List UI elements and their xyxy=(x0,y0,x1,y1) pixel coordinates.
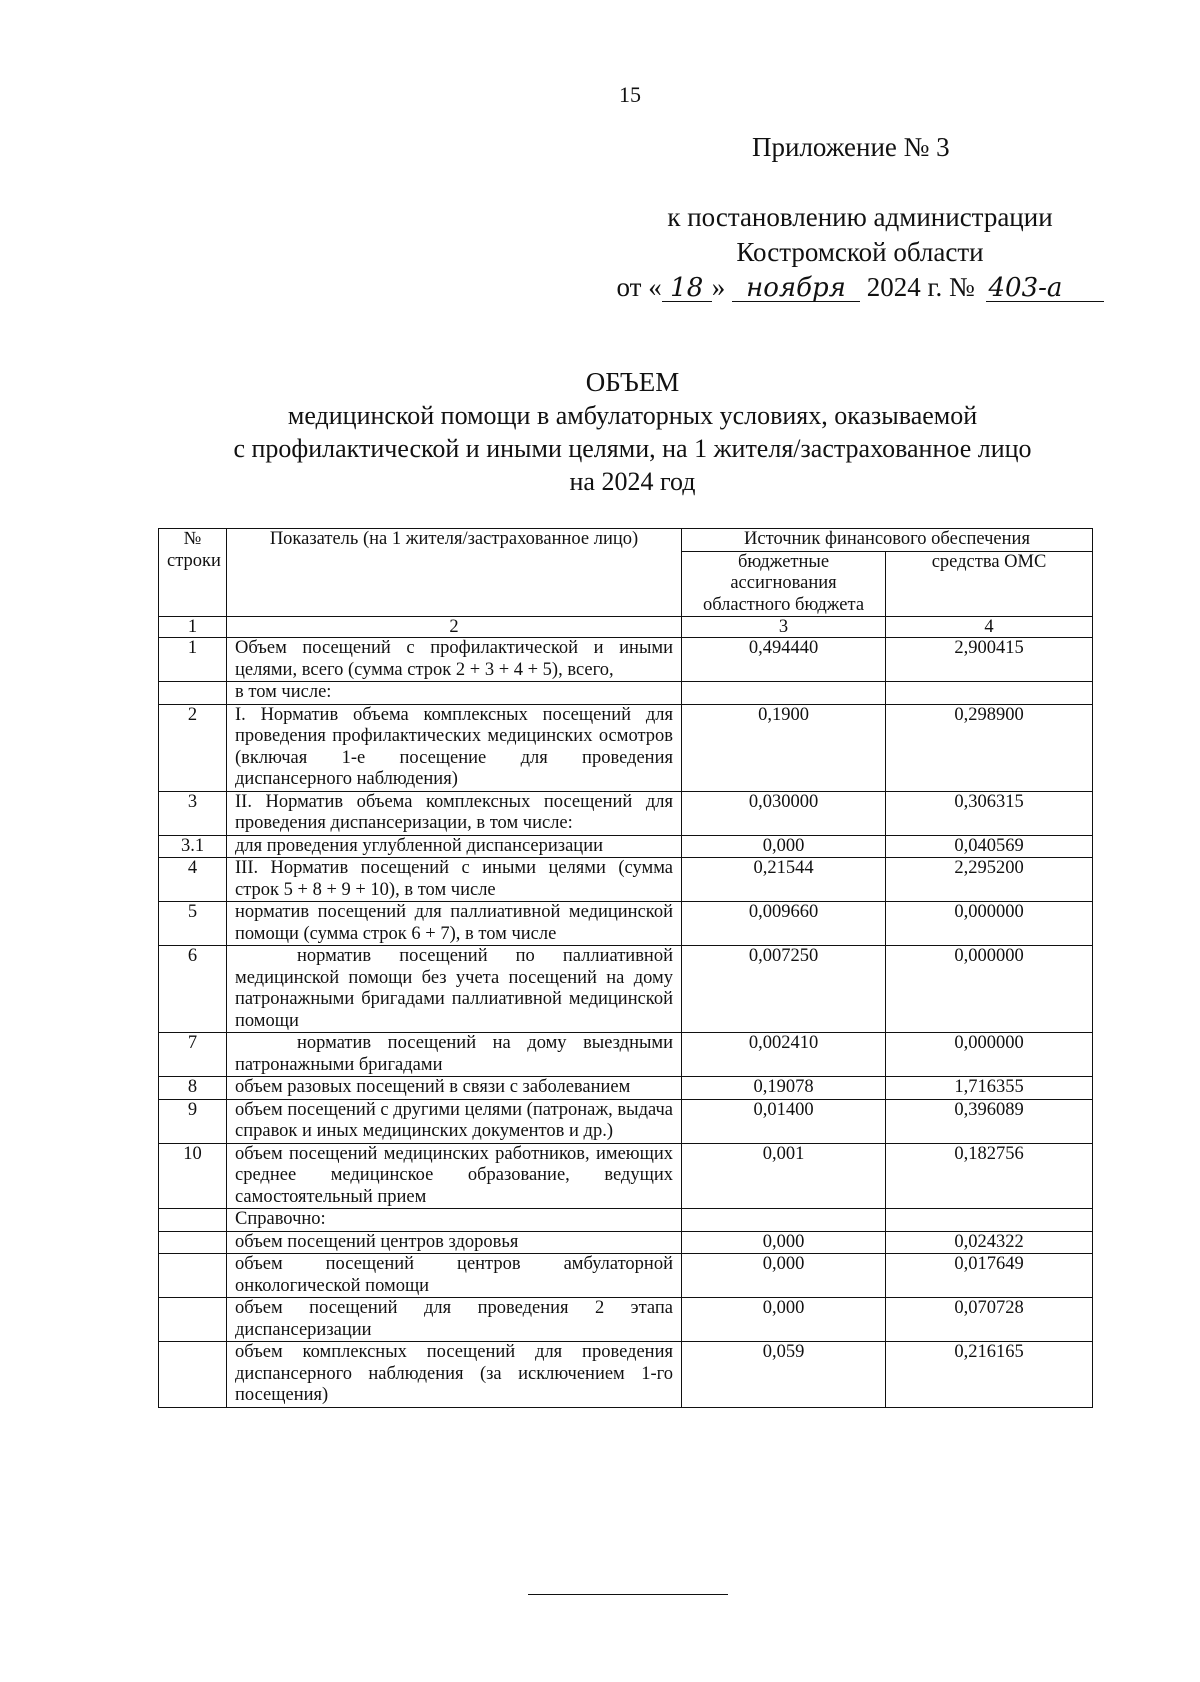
indicator-cell: норматив посещений для паллиативной медицинской помощи (сумма строк 6 + 7), в том числе xyxy=(227,902,682,946)
table-row xyxy=(159,704,1093,791)
oms-value-cell: 0,070728 xyxy=(886,1298,1093,1342)
table-row xyxy=(159,1342,1093,1408)
table-row xyxy=(159,1099,1093,1143)
budget-value-cell: 0,007250 xyxy=(682,946,886,1033)
budget-value-cell: 0,000 xyxy=(682,1231,886,1254)
indicator-cell: I. Норматив объема комплексных посещений для проведения профилактических медицинских осмотров (включая 1-е посещение для проведения диспансерного наблюдения) xyxy=(227,704,682,791)
column-index-row xyxy=(159,617,1093,638)
row-number-cell: 6 xyxy=(159,946,227,1033)
indicator-cell: Объем посещений с профилактической и иными целями, всего (сумма строк 2 + 3 + 4 + 5), всего, xyxy=(227,638,682,682)
oms-value-cell: 0,024322 xyxy=(886,1231,1093,1254)
table-body xyxy=(159,638,1093,1408)
table-row xyxy=(159,1077,1093,1100)
row-number-cell: 3 xyxy=(159,791,227,835)
table-row xyxy=(159,1254,1093,1298)
budget-value-cell: 0,009660 xyxy=(682,902,886,946)
table-row xyxy=(159,902,1093,946)
indicator-cell: для проведения углубленной диспансеризации xyxy=(227,835,682,858)
budget-value-cell xyxy=(682,682,886,705)
row-number-cell: 10 xyxy=(159,1143,227,1209)
volume-table xyxy=(158,528,1093,1408)
oms-value-cell: 2,295200 xyxy=(886,858,1093,902)
budget-value-cell: 0,000 xyxy=(682,835,886,858)
indicator-cell: объем посещений центров здоровья xyxy=(227,1231,682,1254)
budget-value-cell: 0,01400 xyxy=(682,1099,886,1143)
footer-divider xyxy=(528,1594,728,1595)
volume-table-container xyxy=(158,528,1092,1408)
title-line-2: медицинской помощи в амбулаторных условиях, оказываемой xyxy=(287,401,978,430)
row-number-cell: 7 xyxy=(159,1033,227,1077)
column-index: 1 xyxy=(159,617,227,638)
indicator-cell: объем комплексных посещений для проведения диспансерного наблюдения (за исключением 1-го посещения) xyxy=(227,1342,682,1408)
indicator-cell: объем посещений с другими целями (патронаж, выдача справок и иных медицинских документов и др.) xyxy=(227,1099,682,1143)
budget-value-cell: 0,000 xyxy=(682,1254,886,1298)
budget-value-cell: 0,030000 xyxy=(682,791,886,835)
budget-value-cell: 0,21544 xyxy=(682,858,886,902)
oms-value-cell: 0,000000 xyxy=(886,1033,1093,1077)
title-main: ОБЪЕМ xyxy=(585,367,680,397)
table-row xyxy=(159,791,1093,835)
oms-value-cell: 1,716355 xyxy=(886,1077,1093,1100)
budget-value-cell: 0,001 xyxy=(682,1143,886,1209)
header-indicator: Показатель (на 1 жителя/застрахованное лицо) xyxy=(227,529,682,617)
oms-value-cell: 2,900415 xyxy=(886,638,1093,682)
row-number-cell xyxy=(159,1231,227,1254)
column-index: 4 xyxy=(886,617,1093,638)
budget-value-cell: 0,494440 xyxy=(682,638,886,682)
table-row xyxy=(159,858,1093,902)
indicator-cell: объем посещений медицинских работников, имеющих среднее медицинское образование, ведущих самостоятельный прием xyxy=(227,1143,682,1209)
oms-value-cell: 0,396089 xyxy=(886,1099,1093,1143)
column-index: 3 xyxy=(682,617,886,638)
handwritten-day: 18 xyxy=(662,275,712,302)
indicator-cell: II. Норматив объема комплексных посещений для проведения диспансеризации, в том числе: xyxy=(227,791,682,835)
header-row-number: № строки xyxy=(159,529,227,617)
date-year: 2024 г. № xyxy=(866,272,975,302)
table-row xyxy=(159,1209,1093,1232)
oms-value-cell: 0,216165 xyxy=(886,1342,1093,1408)
row-number-cell: 4 xyxy=(159,858,227,902)
row-number-cell: 3.1 xyxy=(159,835,227,858)
budget-value-cell xyxy=(682,1209,886,1232)
indicator-cell: Справочно: xyxy=(227,1209,682,1232)
table-row xyxy=(159,946,1093,1033)
document-title xyxy=(150,366,1115,498)
indicator-cell: объем посещений центров амбулаторной онкологической помощи xyxy=(227,1254,682,1298)
title-line-4: на 2024 год xyxy=(569,467,696,496)
oms-value-cell: 0,000000 xyxy=(886,902,1093,946)
table-row xyxy=(159,1298,1093,1342)
budget-value-cell: 0,19078 xyxy=(682,1077,886,1100)
handwritten-decree-number: 403-а xyxy=(986,275,1104,302)
oms-value-cell: 0,298900 xyxy=(886,704,1093,791)
page-number: 15 xyxy=(619,82,641,107)
oms-value-cell: 0,040569 xyxy=(886,835,1093,858)
row-number-cell: 5 xyxy=(159,902,227,946)
indicator-cell: норматив посещений по паллиативной медицинской помощи без учета посещений на дому патронажными бригадами паллиативной медицинской помощи xyxy=(227,946,682,1033)
budget-value-cell: 0,1900 xyxy=(682,704,886,791)
table-row xyxy=(159,1143,1093,1209)
table-row xyxy=(159,682,1093,705)
date-mid: » xyxy=(711,272,726,302)
row-number-cell: 9 xyxy=(159,1099,227,1143)
indicator-cell: объем посещений для проведения 2 этапа диспансеризации xyxy=(227,1298,682,1342)
row-number-cell xyxy=(159,1209,227,1232)
row-number-cell: 8 xyxy=(159,1077,227,1100)
table-row xyxy=(159,835,1093,858)
date-prefix: от « xyxy=(616,272,662,302)
indicator-cell: в том числе: xyxy=(227,682,682,705)
table-row xyxy=(159,1033,1093,1077)
column-index: 2 xyxy=(227,617,682,638)
indicator-cell: норматив посещений на дому выездными патронажными бригадами xyxy=(227,1033,682,1077)
header-funding-source: Источник финансового обеспечения xyxy=(682,529,1093,552)
handwritten-month: ноября xyxy=(732,275,860,302)
oms-value-cell xyxy=(886,682,1093,705)
oms-value-cell: 0,182756 xyxy=(886,1143,1093,1209)
budget-value-cell: 0,000 xyxy=(682,1298,886,1342)
row-number-cell: 1 xyxy=(159,638,227,682)
decree-line-2: Костромской области xyxy=(736,237,984,267)
oms-value-cell: 0,017649 xyxy=(886,1254,1093,1298)
header-budget: бюджетные ассигнования областного бюджета xyxy=(682,551,886,617)
table-row xyxy=(159,638,1093,682)
table-row xyxy=(159,1231,1093,1254)
row-number-cell xyxy=(159,682,227,705)
header-oms: средства ОМС xyxy=(886,551,1093,617)
budget-value-cell: 0,002410 xyxy=(682,1033,886,1077)
appendix-title: Приложение № 3 xyxy=(752,132,950,162)
decree-line-1: к постановлению администрации xyxy=(667,202,1053,232)
oms-value-cell: 0,306315 xyxy=(886,791,1093,835)
indicator-cell: объем разовых посещений в связи с заболеванием xyxy=(227,1077,682,1100)
title-line-3: с профилактической и иными целями, на 1 жителя/застрахованное лицо xyxy=(233,434,1032,463)
oms-value-cell xyxy=(886,1209,1093,1232)
row-number-cell xyxy=(159,1298,227,1342)
row-number-cell xyxy=(159,1254,227,1298)
decree-date-line xyxy=(610,270,1110,305)
indicator-cell: III. Норматив посещений с иными целями (сумма строк 5 + 8 + 9 + 10), в том числе xyxy=(227,858,682,902)
decree-reference xyxy=(610,200,1110,305)
oms-value-cell: 0,000000 xyxy=(886,946,1093,1033)
row-number-cell xyxy=(159,1342,227,1408)
row-number-cell: 2 xyxy=(159,704,227,791)
budget-value-cell: 0,059 xyxy=(682,1342,886,1408)
